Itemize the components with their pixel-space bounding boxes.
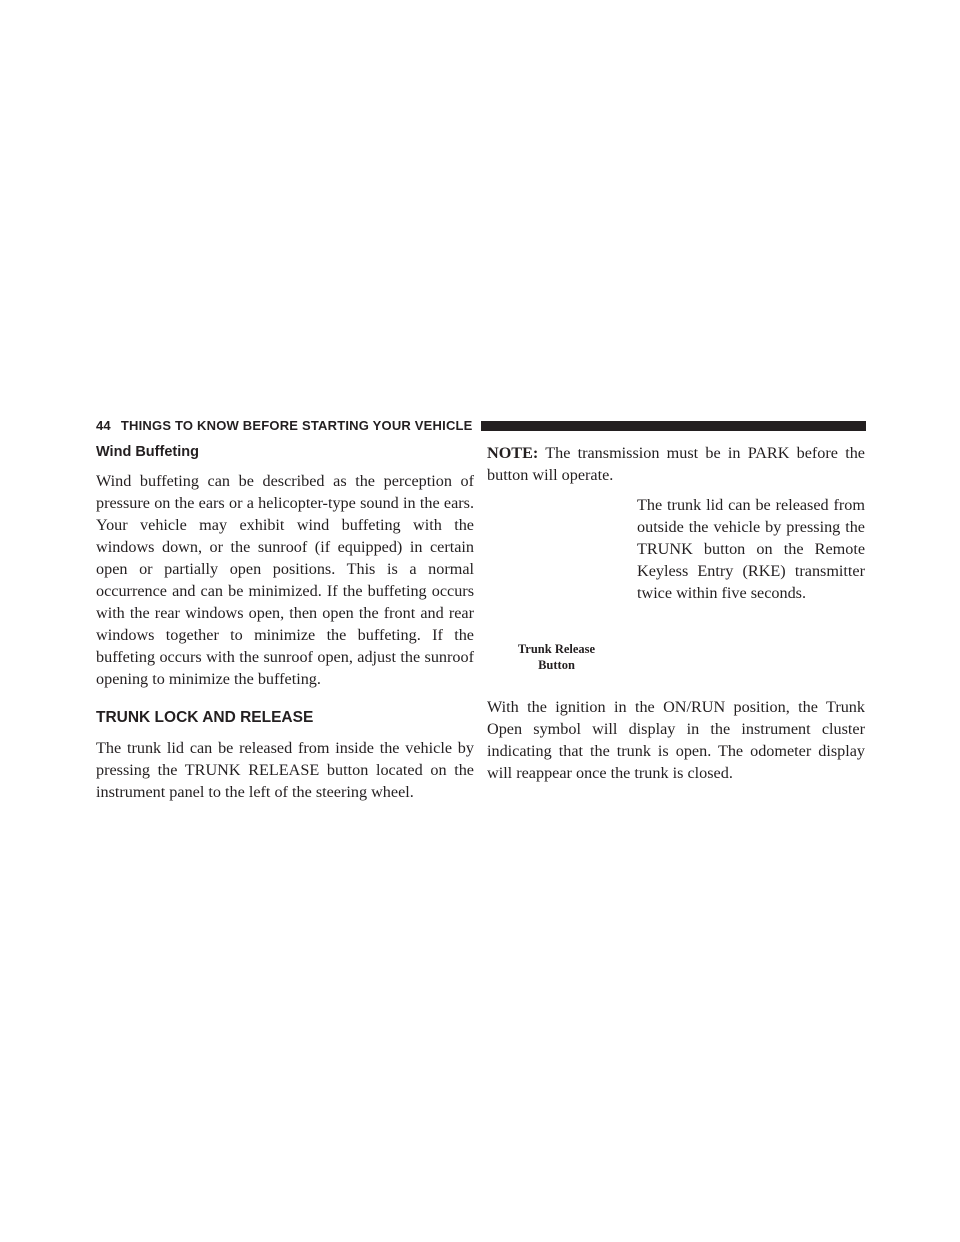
wind-buffeting-heading: Wind Buffeting <box>96 444 199 460</box>
trunk-lock-heading: TRUNK LOCK AND RELEASE <box>96 709 314 726</box>
trunk-lock-paragraph: The trunk lid can be released from inside the vehicle by pressing the TRUNK RELEASE button located on the instrument panel to the left of the steering wheel. <box>96 739 474 801</box>
note-paragraph <box>487 442 865 486</box>
trunk-release-figure <box>487 494 865 677</box>
figure-caption: Trunk Release Button <box>517 642 596 672</box>
page-number: 44 <box>96 417 111 433</box>
trunk-open-paragraph: With the ignition in the ON/RUN position, the Trunk Open symbol will display in the instrument cluster indicating that the trunk is open. The odometer display will reappear once the trunk is closed. <box>487 698 865 782</box>
chapter-title: THINGS TO KNOW BEFORE STARTING YOUR VEHICLE <box>120 417 473 433</box>
note-label: NOTE: <box>487 444 539 462</box>
wind-buffeting-paragraph: Wind buffeting can be described as the perception of pressure on the ears or a helicopter-type sound in the ears. Your vehicle may exhibit wind buffeting with the windows down, or the sunroof (if equipped) in certain open or partially open positions. This is a normal occurrence and can be minimized. If the buffeting occurs with the rear windows open, then open the front and rear windows together to minimize the buffeting. If the buffeting occurs with the sunroof open, adjust the sunroof opening to minimize the buffeting. <box>96 472 474 688</box>
left-column <box>96 442 474 803</box>
figure-side-text: The trunk lid can be released from outside the vehicle by pressing the TRUNK button on the Remote Keyless Entry (RKE) transmitter twice within five seconds. <box>637 496 865 602</box>
page-header <box>96 415 866 435</box>
right-column <box>487 442 865 784</box>
note-text: The transmission must be in PARK before the button will operate. <box>487 444 865 484</box>
header-rule <box>481 421 866 431</box>
